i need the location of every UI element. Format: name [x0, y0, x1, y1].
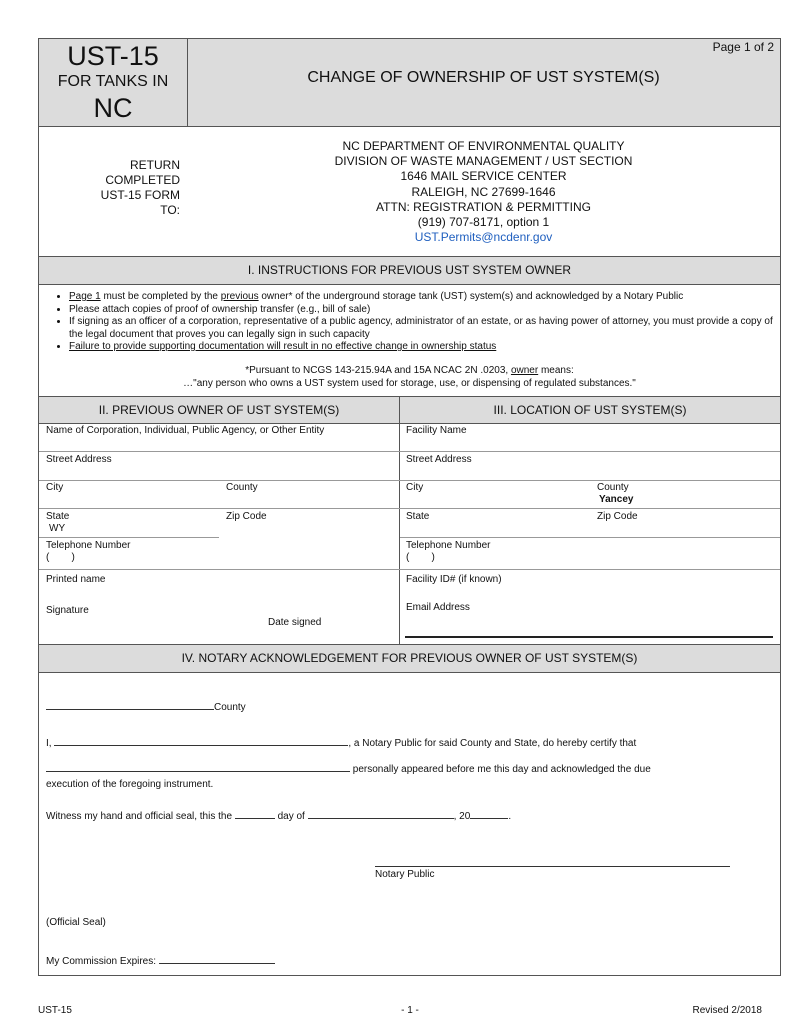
instruction-item: • Failure to provide supporting documentation will result in no effective change in ownership status — [69, 341, 774, 354]
form-code: UST-15 — [67, 41, 159, 71]
page-number: Page 1 of 2 — [712, 40, 774, 54]
section2-title: II. PREVIOUS OWNER OF UST SYSTEM(S) — [98, 403, 340, 417]
footer-revised: Revised 2/2018 — [692, 1005, 762, 1016]
email-link[interactable]: UST.Permits@ncdenr.gov — [414, 230, 553, 245]
facility-name-label: Facility Name — [406, 425, 467, 436]
facility-id-label: Facility ID# (if known) — [406, 574, 502, 585]
owner-state-label: State — [46, 511, 70, 522]
facility-name-field[interactable] — [404, 437, 776, 450]
owner-state-field[interactable]: WY — [49, 523, 66, 534]
signature-field[interactable] — [109, 601, 259, 615]
notary-name-line: I, , a Notary Public for said County and State, do hereby certify that — [46, 735, 636, 749]
return-label: RETURN COMPLETED UST-15 FORM TO: — [100, 158, 180, 217]
owner-phone-label: Telephone Number — [46, 540, 131, 551]
facility-county-label: County — [597, 482, 629, 493]
facility-zip-field[interactable] — [595, 523, 775, 536]
facility-phone-label: Telephone Number — [406, 540, 491, 551]
owner-county-label: County — [226, 482, 258, 493]
owner-phone-field[interactable]: ( ) — [46, 552, 75, 563]
owner-name-field[interactable] — [43, 437, 395, 450]
email-address-label: Email Address — [406, 602, 470, 613]
witness-day-field[interactable] — [235, 808, 275, 819]
notary-public-label: Notary Public — [375, 869, 435, 880]
section1-title: I. INSTRUCTIONS FOR PREVIOUS UST SYSTEM OWNER — [39, 257, 780, 284]
facility-county-field[interactable]: Yancey — [599, 494, 634, 505]
commission-expires-field[interactable] — [159, 953, 275, 964]
notary-county-line: County — [46, 699, 246, 713]
notary-name-field[interactable] — [54, 735, 348, 746]
section3-title: III. LOCATION OF UST SYSTEM(S) — [493, 403, 687, 417]
owner-county-field[interactable] — [224, 494, 394, 507]
instructions-list — [39, 291, 774, 354]
owner-name-label: Name of Corporation, Individual, Public Agency, or Other Entity — [46, 425, 325, 436]
instruction-item: • If signing as an officer of a corporation, representative of a public agency, administrator of an estate, or as having power of attorney, you must provide a copy of the legal document that proves you can legally sign in such capacity — [69, 316, 774, 341]
form-frame — [38, 38, 781, 976]
facility-phone-field[interactable]: ( ) — [406, 552, 435, 563]
owner-street-label: Street Address — [46, 454, 112, 465]
section4-title: IV. NOTARY ACKNOWLEDGEMENT FOR PREVIOUS OWNER OF UST SYSTEM(S) — [39, 645, 780, 672]
appeared-line: personally appeared before me this day and acknowledged the due — [46, 761, 651, 775]
state-label: NC — [93, 93, 133, 123]
facility-street-label: Street Address — [406, 454, 472, 465]
facility-zip-label: Zip Code — [597, 511, 638, 522]
pursuant-note: *Pursuant to NCGS 143-215.94A and 15A NCAC 2N .0203, owner means: — [245, 365, 574, 376]
witness-year-field[interactable] — [470, 808, 508, 819]
notary-signature-line[interactable] — [375, 866, 730, 867]
form-title: CHANGE OF OWNERSHIP OF UST SYSTEM(S) — [307, 69, 660, 86]
owner-zip-label: Zip Code — [226, 511, 267, 522]
date-signed-label: Date signed — [268, 617, 322, 628]
owner-city-label: City — [46, 482, 64, 493]
instruction-item: • Page 1 must be completed by the previous owner* of the underground storage tank (UST) system(s) and acknowledged by a Notary Public — [69, 291, 774, 304]
facility-city-field[interactable] — [404, 494, 589, 507]
official-seal-label: (Official Seal) — [46, 917, 106, 928]
execution-text: execution of the foregoing instrument. — [46, 779, 214, 790]
printed-name-label: Printed name — [46, 574, 106, 585]
owner-street-field[interactable] — [43, 466, 395, 479]
footer-page-number: - 1 - — [401, 1005, 419, 1016]
email-field-line[interactable] — [405, 636, 773, 638]
notary-county-field[interactable] — [46, 699, 214, 710]
facility-state-field[interactable] — [404, 523, 589, 536]
return-address: NC DEPARTMENT OF ENVIRONMENTAL QUALITY DIVISION OF WASTE MANAGEMENT / UST SECTION 1646 MAIL SERVICE CENTER RALEIGH, NC 27699-1646 ATTN: REGISTRATION & PERMITTING (919) 707-8171, option 1 UST.Permits@ncdenr.gov — [334, 139, 633, 245]
witness-month-field[interactable] — [308, 808, 454, 819]
owner-city-field[interactable] — [43, 494, 218, 507]
footer-form-code: UST-15 — [38, 1005, 72, 1016]
facility-state-label: State — [406, 511, 430, 522]
facility-city-label: City — [406, 482, 424, 493]
commission-line: My Commission Expires: — [46, 953, 275, 967]
owner-zip-field[interactable] — [224, 523, 394, 536]
instruction-item: • Please attach copies of proof of ownership transfer (e.g., bill of sale) — [69, 304, 774, 317]
owner-definition: …"any person who owns a UST system used for storage, use, or dispensing of regulated substances." — [183, 378, 636, 389]
for-tanks-label: FOR TANKS IN — [57, 73, 169, 90]
facility-street-field[interactable] — [404, 466, 776, 479]
witness-line: Witness my hand and official seal, this the day of , 20 . — [46, 808, 511, 822]
appeared-person-field[interactable] — [46, 761, 350, 772]
signature-label: Signature — [46, 605, 89, 616]
